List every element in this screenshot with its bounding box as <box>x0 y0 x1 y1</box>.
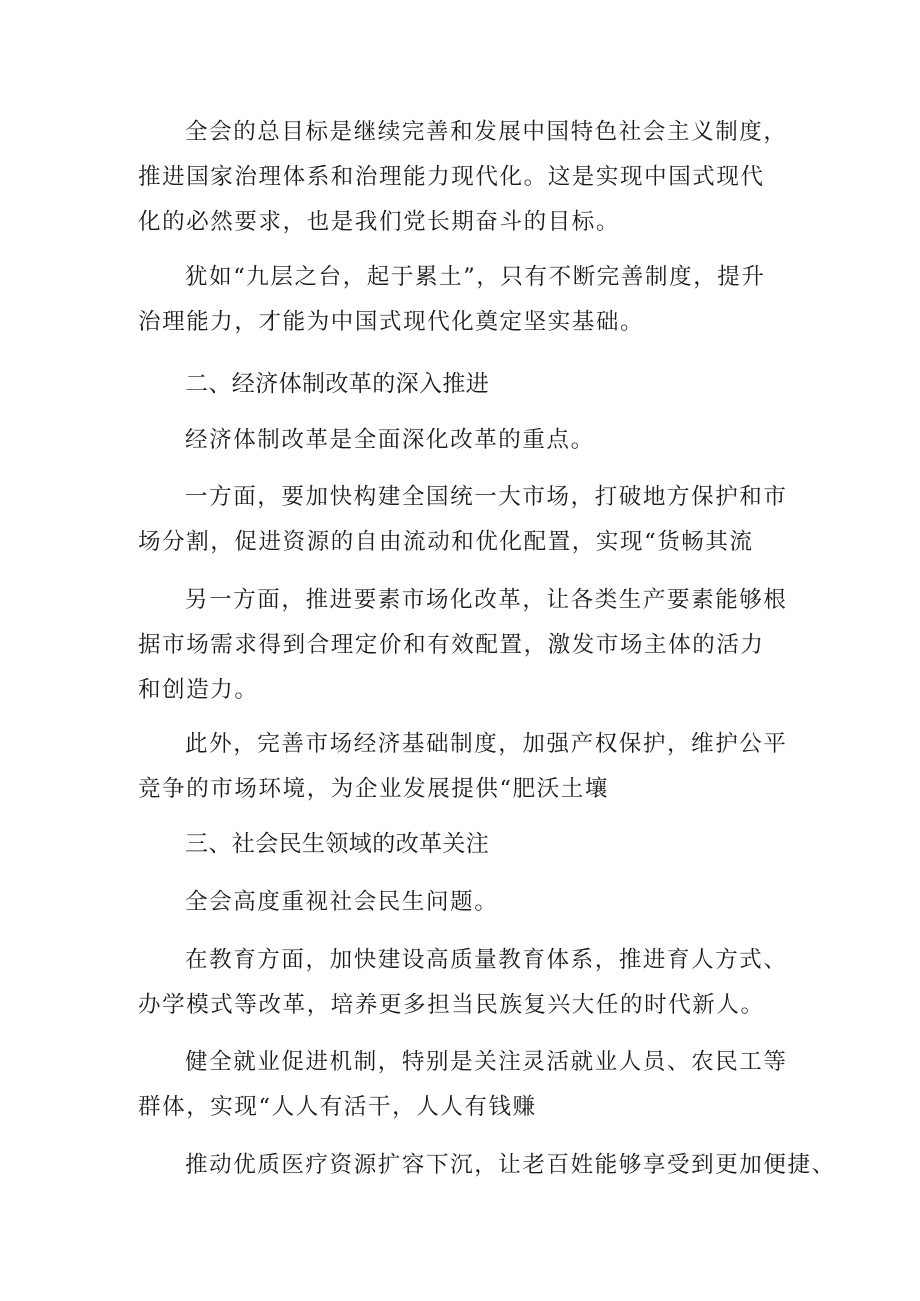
paragraph-unified-market: 一方面，要加快构建全国统一大市场，打破地方保护和市场分割，促进资源的自由流动和优化配置，实现“货畅其流 <box>138 484 788 555</box>
paragraph-education: 在教育方面，加快建设高质量教育体系，推进育人方式、办学模式等改革，培养更多担当民族复兴大任的时代新人。 <box>138 947 788 1018</box>
paragraph-livelihood-attention: 全会高度重视社会民生问题。 <box>185 889 499 915</box>
paragraph-employment: 健全就业促进机制，特别是关注灵活就业人员、农民工等群体，实现“人人有活干，人人有钱赚 <box>138 1049 788 1120</box>
paragraph-factor-market-reform: 另一方面，推进要素市场化改革，让各类生产要素能够根据市场需求得到合理定价和有效配置，激发市场主体的活力和创造力。 <box>138 587 788 703</box>
paragraph-nine-story-terrace: 犹如“九层之台，起于累土”，只有不断完善制度，提升治理能力，才能为中国式现代化奠定坚实基础。 <box>138 264 766 335</box>
paragraph-medical-resources: 推动优质医疗资源扩容下沉，让老百姓能够享受到更加便捷、 <box>185 1152 836 1178</box>
paragraph-market-institutions: 此外，完善市场经济基础制度，加强产权保护，维护公平竞争的市场环境，为企业发展提供“肥沃土壤 <box>138 731 788 802</box>
paragraph-overall-goal: 全会的总目标是继续完善和发展中国特色社会主义制度，推进国家治理体系和治理能力现代化。这是实现中国式现代化的必然要求，也是我们党长期奋斗的目标。 <box>138 119 788 235</box>
paragraph-economic-reform-focus: 经济体制改革是全面深化改革的重点。 <box>185 427 595 453</box>
section-heading-social-livelihood: 三、社会民生领域的改革关注 <box>185 831 490 857</box>
section-heading-economic-reform: 二、经济体制改革的深入推进 <box>185 371 490 397</box>
